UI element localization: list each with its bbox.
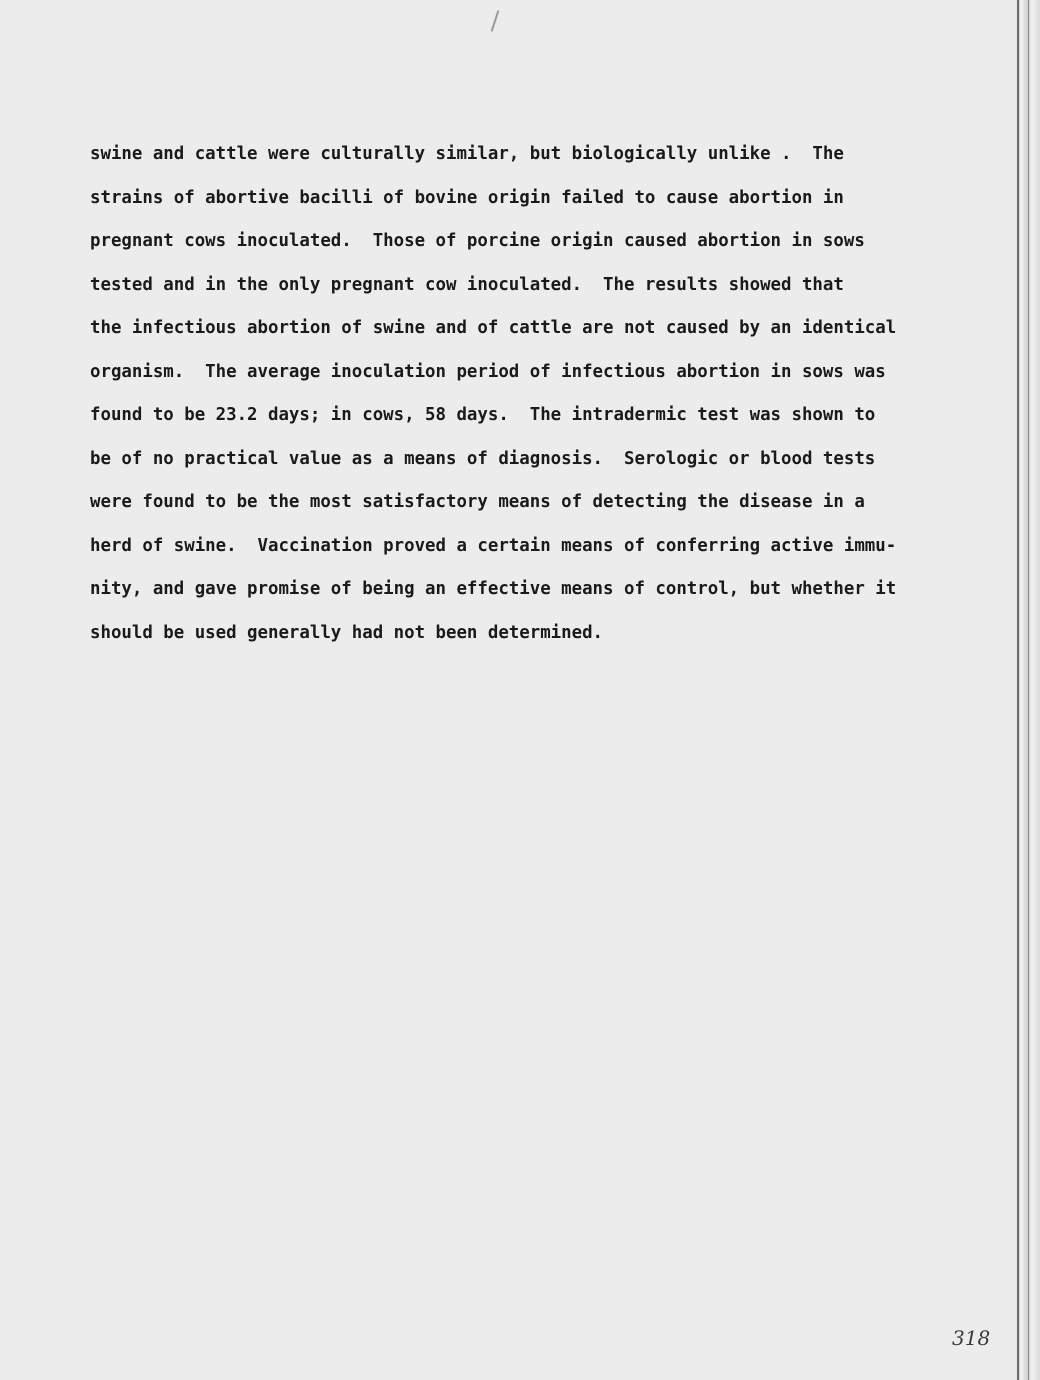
text-line: be of no practical value as a means of diagnosis. Serologic or blood tests xyxy=(90,448,876,469)
edge-line xyxy=(1028,0,1029,1380)
body-paragraph xyxy=(90,133,920,655)
text-line: swine and cattle were culturally similar, but biologically unlike . The xyxy=(90,144,844,164)
text-line: were found to be the most satisfactory means of detecting the disease in a xyxy=(90,492,865,512)
text-line: should be used generally had not been determined. xyxy=(90,622,604,643)
text-line: organism. The average inoculation period of infectious abortion in sows was xyxy=(90,361,886,382)
text-line: found to be 23.2 days; in cows, 58 days. The intradermic test was shown to xyxy=(90,405,876,425)
scan-mark xyxy=(491,10,500,32)
text-line: tested and in the only pregnant cow inoculated. The results showed that xyxy=(90,274,844,295)
page-number: 318 xyxy=(952,1326,991,1350)
edge-line xyxy=(1017,0,1019,1380)
text-line: herd of swine. Vaccination proved a certain means of conferring active immu- xyxy=(90,535,897,556)
text-line: nity, and gave promise of being an effective means of control, but whether it xyxy=(90,579,897,599)
text-line: pregnant cows inoculated. Those of porcine origin caused abortion in sows xyxy=(90,231,865,251)
text-line: strains of abortive bacilli of bovine origin failed to cause abortion in xyxy=(90,187,844,208)
page-edge xyxy=(1018,0,1040,1380)
text-line: the infectious abortion of swine and of cattle are not caused by an identical xyxy=(90,318,897,338)
